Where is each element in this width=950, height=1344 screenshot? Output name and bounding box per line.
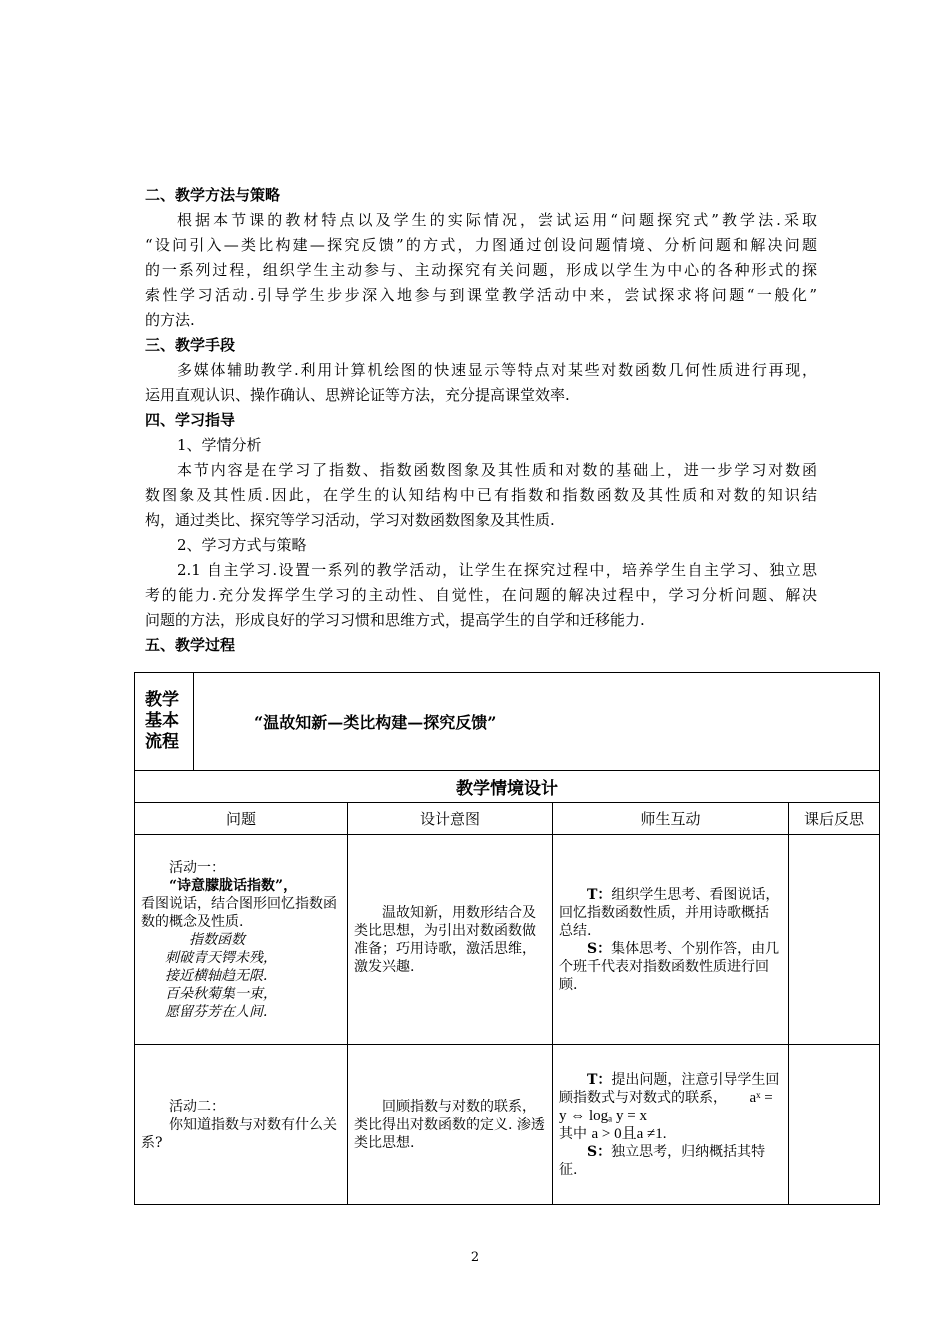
header-interaction: 师生互动 bbox=[553, 803, 789, 835]
activity-label: 活动二： bbox=[169, 1098, 225, 1115]
paragraph-line: 问题的方法，形成良好的学习习惯和思维方式，提高学生的自学和迁移能力. bbox=[145, 611, 645, 629]
design-intent: 回顾指数与对数的联系，类比得出对数函数的定义. 渗透类比思想. bbox=[354, 1098, 545, 1151]
subheading: 2、学习方式与策略 bbox=[177, 536, 307, 554]
paragraph-line: “设问引入—类比构建—探究反馈”的方式，力图通过创设问题情境、分析问题和解决问题 bbox=[145, 236, 817, 254]
subheading: 1、学情分析 bbox=[177, 436, 262, 454]
section-heading-means: 三、教学手段 bbox=[145, 336, 236, 354]
row2-interaction-cell bbox=[553, 1045, 789, 1205]
header-question: 问题 bbox=[135, 803, 348, 835]
student-label: S： bbox=[587, 940, 612, 957]
row1-intent-cell bbox=[348, 835, 553, 1045]
design-intent: 温故知新，用数形结合及类比思想，为引出对数函数做准备；巧用诗歌，激活思维，激发兴趣. bbox=[354, 904, 536, 975]
page-number: 2 bbox=[470, 1250, 480, 1265]
activity-question: 你知道指数与对数有什么关系? bbox=[141, 1116, 337, 1151]
poem-title: 指数函数 bbox=[189, 931, 245, 948]
paragraph-line: 本节内容是在学习了指数、指数函数图象及其性质和对数的基础上，进一步学习对数函 bbox=[177, 461, 817, 479]
section-heading-process: 五、教学过程 bbox=[145, 636, 236, 654]
row1-question-cell bbox=[135, 835, 348, 1045]
row2-reflection-cell bbox=[789, 1045, 880, 1205]
flow-label-cell bbox=[135, 673, 194, 771]
teaching-process-table bbox=[134, 672, 880, 1205]
poem-line: 百朵秋菊集一束， bbox=[165, 985, 277, 1002]
paragraph-line: 多媒体辅助教学.利用计算机绘图的快速显示等特点对某些对数函数几何性质进行再现， bbox=[177, 361, 817, 379]
activity-title: “诗意朦胧话指数”， bbox=[169, 877, 298, 894]
formula: aˣ = y ⇔ logₐ y = x bbox=[559, 1089, 773, 1124]
activity-description: 看图说话，结合图形回忆指数函数的概念及性质. bbox=[141, 895, 337, 930]
paragraph-line: 考的能力.充分发挥学生学习的主动性、自觉性，在问题的解决过程中，学习分析问题、解决 bbox=[145, 586, 817, 604]
header-reflection: 课后反思 bbox=[789, 803, 880, 835]
paragraph-line: 根据本节课的教材特点以及学生的实际情况，尝试运用“问题探究式”教学法.采取 bbox=[177, 211, 817, 229]
paragraph-line: 索性学习活动.引导学生步步深入地参与到课堂教学活动中来，尝试探求将问题“一般化” bbox=[145, 286, 817, 304]
activity-label: 活动一： bbox=[169, 859, 225, 876]
paragraph-line: 数图象及其性质.因此，在学生的认知结构中已有指数和指数函数及其性质和对数的知识结 bbox=[145, 486, 817, 504]
teacher-label: T： bbox=[587, 886, 612, 903]
condition: a > 0且a ≠1. bbox=[591, 1125, 667, 1142]
paragraph-line: 的一系列过程，组织学生主动参与、主动探究有关问题，形成以学生为中心的各种形式的探 bbox=[145, 261, 817, 279]
paragraph-line: 2.1 自主学习.设置一系列的教学活动，让学生在探究过程中，培养学生自主学习、独立思 bbox=[177, 561, 817, 579]
poem-line: 刺破青天锷未残， bbox=[165, 949, 277, 966]
flow-text: “温故知新—类比构建—探究反馈” bbox=[194, 673, 880, 771]
section-heading-guidance: 四、学习指导 bbox=[145, 411, 236, 429]
row1-reflection-cell bbox=[789, 835, 880, 1045]
flow-label: 教学基本流程 bbox=[145, 690, 179, 752]
section-heading-methods: 二、教学方法与策略 bbox=[145, 186, 281, 204]
row2-intent-cell bbox=[348, 1045, 553, 1205]
student-text: 集体思考、个别作答，由几个班千代表对指数函数性质进行回顾. bbox=[559, 940, 780, 993]
poem-line: 接近横轴趋无限. bbox=[165, 967, 268, 984]
teacher-text: 组织学生思考、看图说话，回忆指数函数性质，并用诗歌概括总结. bbox=[559, 886, 780, 939]
row2-question-cell bbox=[135, 1045, 348, 1205]
teacher-label: T： bbox=[587, 1071, 612, 1088]
paragraph-line: 的方法. bbox=[145, 311, 195, 329]
design-title: 教学情境设计 bbox=[135, 771, 880, 803]
condition-prefix: 其中 bbox=[559, 1125, 587, 1142]
poem-line: 愿留芬芳在人间. bbox=[165, 1003, 268, 1020]
paragraph-line: 运用直观认识、操作确认、思辨论证等方法，充分提高课堂效率. bbox=[145, 386, 570, 404]
teacher-text: 提出问题，注意引导学生回顾指数式与对数式的联系， bbox=[559, 1071, 780, 1106]
paragraph-line: 构，通过类比、探究等学习活动，学习对数函数图象及其性质. bbox=[145, 511, 555, 529]
student-text: 独立思考，归纳概括其特征. bbox=[559, 1143, 766, 1178]
header-intent: 设计意图 bbox=[348, 803, 553, 835]
row1-interaction-cell bbox=[553, 835, 789, 1045]
student-label: S： bbox=[587, 1143, 612, 1160]
